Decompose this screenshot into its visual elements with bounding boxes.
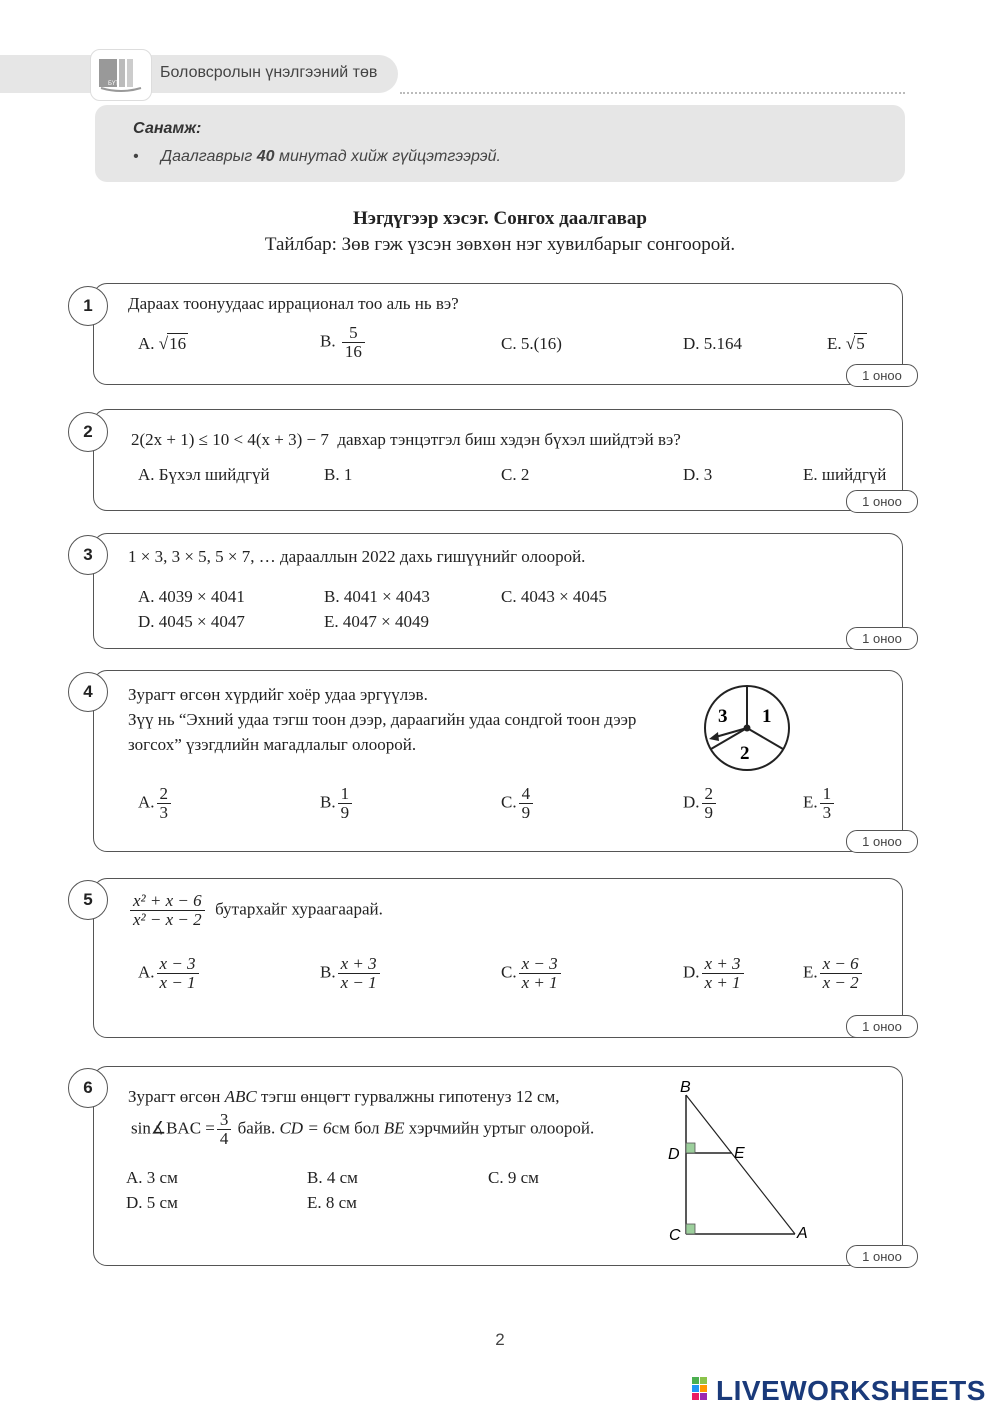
question-5-text: $\frac{\text{x² + x − 6}}{\text{x² − x − 2}}$ бутархайг хураагаарай. bbox=[128, 892, 383, 929]
question-6-line-2: sin∡BAC = $\frac{3}{4}$ байв. CD = 6см бол BE хэрчмийн уртыг олоорой. bbox=[131, 1110, 595, 1148]
q3-option-d[interactable]: D. 4045 × 4047 bbox=[138, 612, 245, 631]
q2-option-c[interactable]: C. 2 bbox=[501, 465, 530, 484]
q6-option-a[interactable]: A. 3 см bbox=[126, 1168, 178, 1187]
section-subtitle: Тайлбар: Зөв гэж үзсэн зөвхөн нэг хувилбарыг сонгоорой. bbox=[264, 234, 736, 255]
question-5-number: 5 bbox=[68, 880, 108, 920]
q3-option-b[interactable]: B. 4041 × 4043 bbox=[324, 587, 430, 606]
question-3-text: 1 × 3, 3 × 5, 5 × 7, … дарааллын 2022 дахь гишүүнийг олоорой. bbox=[128, 547, 586, 566]
question-4-line-3: зогсох” үзэгдлийн магадлалыг олоорой. bbox=[128, 735, 417, 754]
q5-option-a[interactable]: A. $\frac{x - 3}{x - 1}$ bbox=[138, 955, 201, 992]
q3-option-e[interactable]: E. 4047 × 4049 bbox=[324, 612, 429, 631]
q1-option-d[interactable]: D. 5.164 bbox=[683, 334, 743, 353]
q5-option-b[interactable]: B. $\frac{x + 3}{x - 1}$ bbox=[320, 955, 382, 992]
question-6-number: 6 bbox=[68, 1068, 108, 1108]
question-6-line-1: Зурагт өгсөн ABC тэгш өнцөгт гурвалжны гипотенуз 12 см, bbox=[128, 1087, 560, 1106]
liveworksheets-logo: LIVEWORKSHEETS bbox=[716, 1375, 986, 1406]
q6-score-badge: 1 оноо bbox=[846, 1245, 918, 1268]
q1-option-e[interactable]: E. √5 bbox=[827, 334, 865, 353]
spinner-wheel bbox=[700, 680, 800, 776]
q2-option-b[interactable]: B. 1 bbox=[324, 465, 353, 484]
question-2-number: 2 bbox=[68, 412, 108, 452]
q6-option-d[interactable]: D. 5 см bbox=[126, 1193, 178, 1212]
point-c-label: C bbox=[669, 1227, 681, 1244]
q4-option-d[interactable]: D. $\frac{2}{9}$ bbox=[683, 785, 718, 822]
question-2-box bbox=[93, 409, 903, 511]
q1-option-b[interactable]: B. $\frac{5}{16}$ bbox=[320, 324, 367, 361]
q5-option-e[interactable]: E. $\frac{x - 6}{x - 2}$ bbox=[803, 955, 864, 992]
q6-option-c[interactable]: C. 9 см bbox=[488, 1168, 539, 1187]
q4-option-e[interactable]: E. $\frac{1}{3}$ bbox=[803, 785, 836, 822]
q6-option-e[interactable]: E. 8 см bbox=[307, 1193, 357, 1212]
question-1-number: 1 bbox=[68, 286, 108, 326]
q1-option-a[interactable]: A. √16 bbox=[138, 334, 187, 353]
q1-option-c[interactable]: C. 5.(16) bbox=[501, 334, 562, 353]
header-title: Боловсролын үнэлгээний төв bbox=[160, 64, 378, 81]
q4-option-c[interactable]: C. $\frac{4}{9}$ bbox=[501, 785, 535, 822]
question-4-number: 4 bbox=[68, 672, 108, 712]
q1-score-badge: 1 оноо bbox=[846, 364, 918, 387]
triangle-figure bbox=[660, 1075, 820, 1250]
q3-score-badge: 1 оноо bbox=[846, 627, 918, 650]
point-a-label: A bbox=[797, 1225, 808, 1242]
q5-score-badge: 1 оноо bbox=[846, 1015, 918, 1038]
book-icon bbox=[90, 49, 152, 101]
q5-option-c[interactable]: C. $\frac{x - 3}{x + 1}$ bbox=[501, 955, 563, 992]
q4-option-b[interactable]: B. $\frac{1}{9}$ bbox=[320, 785, 354, 822]
liveworksheets-logo-icon bbox=[690, 1376, 718, 1402]
q5-option-d[interactable]: D. $\frac{x + 3}{x + 1}$ bbox=[683, 955, 746, 992]
question-2-text: 2(2x + 1) ≤ 10 < 4(x + 3) − 7 давхар тэнцэтгэл биш хэдэн бүхэл шийдтэй вэ? bbox=[131, 430, 681, 449]
question-3-number: 3 bbox=[68, 535, 108, 575]
question-4-line-1: Зурагт өгсөн хүрдийг хоёр удаа эргүүлэв. bbox=[128, 685, 428, 704]
svg-text:БҮТ: БҮТ bbox=[108, 81, 119, 87]
q3-option-c[interactable]: C. 4043 × 4045 bbox=[501, 587, 607, 606]
q2-option-d[interactable]: D. 3 bbox=[683, 465, 713, 484]
header-divider bbox=[400, 92, 905, 94]
q6-option-b[interactable]: B. 4 см bbox=[307, 1168, 358, 1187]
note-box bbox=[95, 105, 905, 182]
q4-score-badge: 1 оноо bbox=[846, 830, 918, 853]
point-e-label: E bbox=[734, 1145, 745, 1162]
q3-option-a[interactable]: A. 4039 × 4041 bbox=[138, 587, 245, 606]
wheel-sector-3: 3 bbox=[718, 706, 728, 727]
note-title: Санамж: bbox=[133, 120, 202, 137]
point-b-label: B bbox=[680, 1079, 691, 1096]
wheel-sector-2: 2 bbox=[740, 743, 750, 764]
q2-option-a[interactable]: A. Бүхэл шийдгүй bbox=[138, 465, 270, 484]
q4-option-a[interactable]: A. $\frac{2}{3}$ bbox=[138, 785, 173, 822]
section-title: Нэгдүгээр хэсэг. Сонгох даалгавар bbox=[353, 208, 647, 229]
question-1-text: Дараах тоонуудаас иррационал тоо аль нь вэ? bbox=[128, 294, 459, 313]
q2-option-e[interactable]: E. шийдгүй bbox=[803, 465, 887, 484]
q2-score-badge: 1 оноо bbox=[846, 490, 918, 513]
page-number: 2 bbox=[495, 1330, 505, 1349]
note-line: • Даалгаврыг 40 минутад хийж гүйцэтгээрэй. bbox=[133, 148, 501, 165]
wheel-sector-1: 1 bbox=[762, 706, 772, 727]
point-d-label: D bbox=[668, 1146, 680, 1163]
question-4-line-2: Зүү нь “Эхний удаа тэгш тоон дээр, дараагийн удаа сондгой тоон дээр bbox=[128, 710, 637, 729]
